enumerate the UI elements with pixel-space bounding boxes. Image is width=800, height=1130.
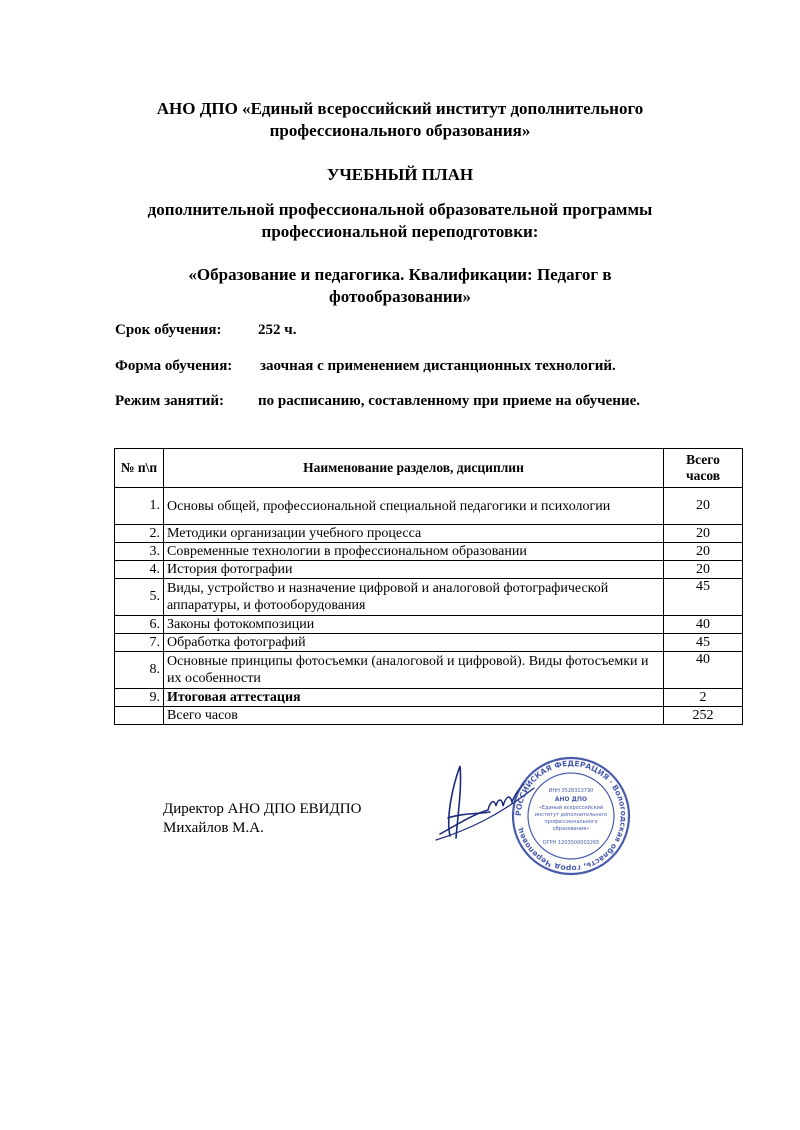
- row-number: 3.: [115, 543, 164, 561]
- curriculum-table: [114, 448, 743, 725]
- svg-text:ИНН 3528313790: ИНН 3528313790: [548, 788, 594, 794]
- discipline-hours: 40: [664, 616, 743, 634]
- total-empty-cell: [115, 707, 164, 725]
- table-row: [115, 579, 743, 616]
- column-header-name: Наименование разделов, дисциплин: [164, 449, 664, 488]
- svg-text:профессионального: профессионального: [544, 819, 598, 825]
- table-row: [115, 561, 743, 579]
- discipline-name: Итоговая аттестация: [164, 689, 664, 707]
- column-header-number: № п\п: [115, 449, 164, 488]
- director-name: Михайлов М.А.: [163, 820, 264, 836]
- discipline-name: Обработка фотографий: [164, 634, 664, 652]
- svg-text:«Единый всероссийский: «Единый всероссийский: [538, 805, 604, 811]
- director-position: Директор АНО ДПО ЕВИДПО: [163, 801, 362, 817]
- program-name: «Образование и педагогика. Квалификации: Педагог в фотообразовании»: [188, 265, 612, 306]
- table-row: [115, 652, 743, 689]
- row-number: 5.: [115, 579, 164, 616]
- row-number: 7.: [115, 634, 164, 652]
- mode-label: Режим занятий:: [115, 393, 225, 409]
- row-number: 4.: [115, 561, 164, 579]
- table-row: [115, 488, 743, 525]
- discipline-hours: 20: [664, 525, 743, 543]
- table-header-row: [115, 449, 743, 488]
- total-label: Всего часов: [164, 707, 664, 725]
- table-row: [115, 543, 743, 561]
- discipline-hours: 2: [664, 689, 743, 707]
- row-number: 1.: [115, 488, 164, 525]
- discipline-name: Основные принципы фотосъемки (аналоговой и цифровой). Виды фотосъемки и их особенности: [164, 652, 664, 689]
- document-subtitle: дополнительной профессиональной образовательной программы профессиональной переподготовки:: [147, 200, 653, 241]
- row-number: 6.: [115, 616, 164, 634]
- organization-name: АНО ДПО «Единый всероссийский институт дополнительного профессионального образования»: [156, 99, 644, 140]
- table-row: [115, 634, 743, 652]
- mode-value: по расписанию, составленному при приеме на обучение.: [258, 393, 640, 409]
- meta-mode: [115, 393, 640, 410]
- discipline-hours: 20: [664, 488, 743, 525]
- discipline-hours: 20: [664, 561, 743, 579]
- table-row: [115, 616, 743, 634]
- meta-duration: [115, 322, 296, 339]
- discipline-name: Методики организации учебного процесса: [164, 525, 664, 543]
- svg-text:образования»: образования»: [552, 826, 590, 832]
- table-row: [115, 525, 743, 543]
- stamp-outer-text: РОССИЙСКАЯ ФЕДЕРАЦИЯ · Вологодская область, город Череповец: [513, 758, 629, 874]
- column-header-hours: Всего часов: [664, 449, 743, 488]
- director-block: [163, 800, 361, 838]
- duration-label: Срок обучения:: [115, 322, 222, 338]
- official-stamp: [510, 755, 632, 877]
- discipline-name: Виды, устройство и назначение цифровой и аналоговой фотографической аппаратуры, и фотооборудования: [164, 579, 664, 616]
- svg-text:ОГРН 1203500003265: ОГРН 1203500003265: [542, 840, 600, 846]
- discipline-name: Законы фотокомпозиции: [164, 616, 664, 634]
- discipline-name: Основы общей, профессиональной специальной педагогики и психологии: [164, 488, 664, 525]
- discipline-name: История фотографии: [164, 561, 664, 579]
- discipline-hours: 45: [664, 579, 743, 616]
- row-number: 9.: [115, 689, 164, 707]
- meta-form: [115, 358, 616, 375]
- table-row: [115, 689, 743, 707]
- row-number: 2.: [115, 525, 164, 543]
- table-total-row: [115, 707, 743, 725]
- svg-text:АНО ДПО: АНО ДПО: [554, 796, 588, 803]
- duration-value: 252 ч.: [258, 322, 297, 338]
- discipline-hours: 45: [664, 634, 743, 652]
- discipline-hours: 40: [664, 652, 743, 689]
- row-number: 8.: [115, 652, 164, 689]
- form-value: заочная с применением дистанционных технологий.: [260, 358, 616, 374]
- discipline-hours: 20: [664, 543, 743, 561]
- discipline-name: Современные технологии в профессиональном образовании: [164, 543, 664, 561]
- form-label: Форма обучения:: [115, 358, 233, 374]
- document-title: УЧЕБНЫЙ ПЛАН: [326, 165, 474, 184]
- svg-text:институт дополнительного: институт дополнительного: [534, 812, 608, 818]
- total-hours: 252: [664, 707, 743, 725]
